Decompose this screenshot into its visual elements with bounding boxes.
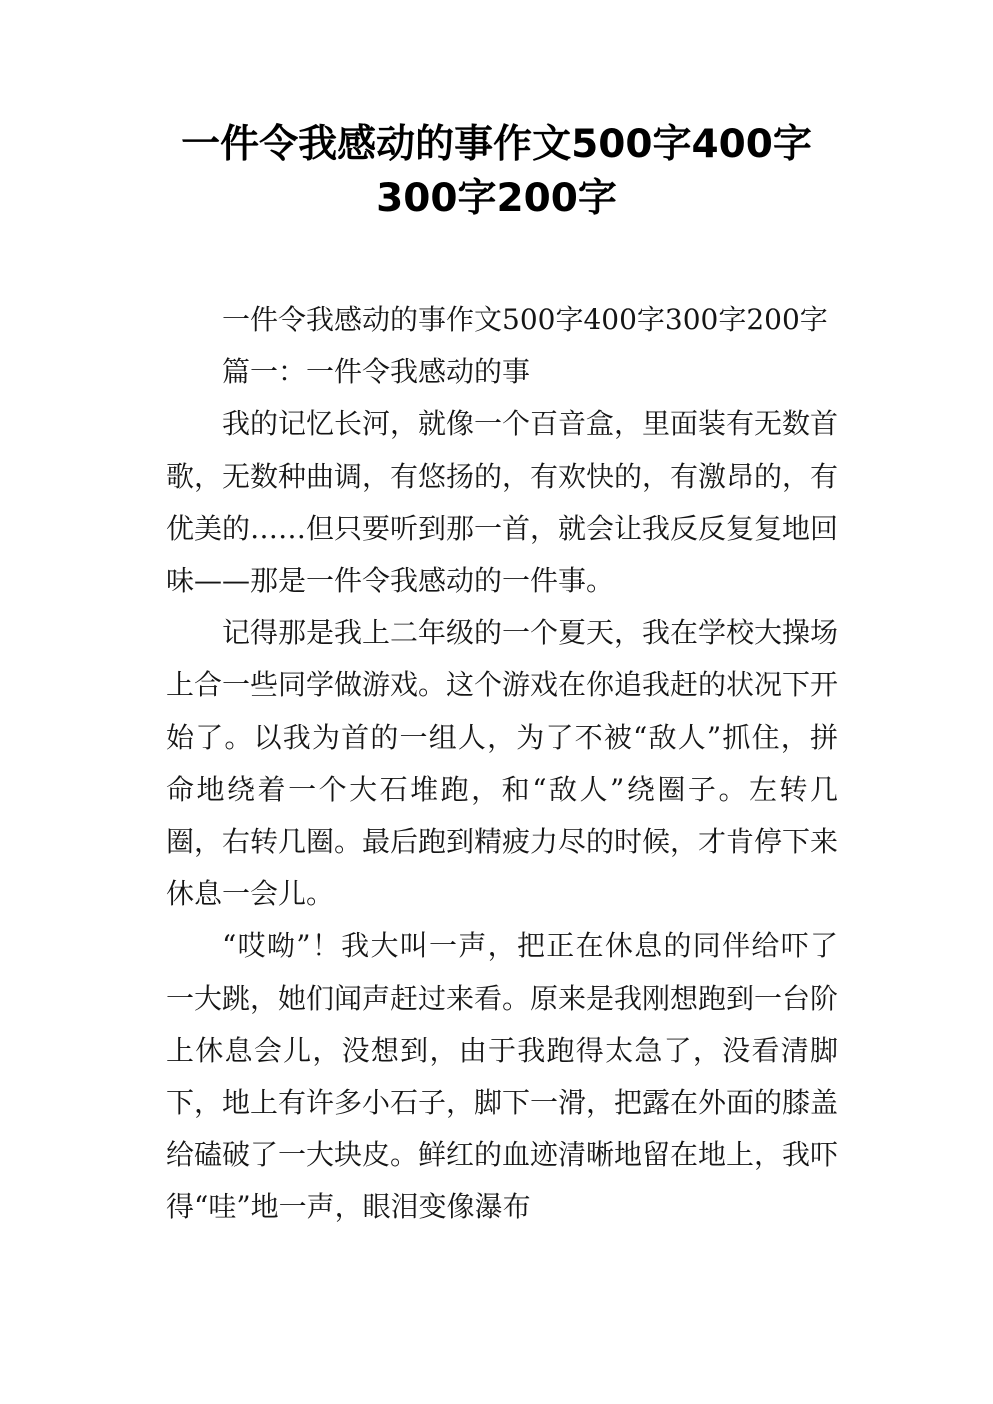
title-line-2: 300字200字 — [376, 176, 617, 221]
title-line-1: 一件令我感动的事作文500字400字 — [181, 122, 812, 167]
document-title — [150, 118, 843, 226]
section-heading: 篇一：一件令我感动的事 — [222, 355, 531, 389]
body-paragraph: “哎呦”！我大叫一声，把正在休息的同伴给吓了一大跳，她们闻声赶过来看。原来是我刚想跑到一台阶上休息会儿，没想到，由于我跑得太急了，没看清脚下，地上有许多小石子，脚下一滑，把露在外面的膝盖给磕破了一大块皮。鲜红的血迹清晰地留在地上，我吓得“哇”地一声，眼泪变像瀑布 — [166, 929, 839, 1224]
document-body — [166, 294, 838, 1234]
body-paragraph: 记得那是我上二年级的一个夏天，我在学校大操场上合一些同学做游戏。这个游戏在你追我赶的状况下开始了。以我为首的一组人，为了不被“敌人”抓住，拼命地绕着一个大石堆跑，和“敌人”绕圈子。左转几圈，右转几圈。最后跑到精疲力尽的时候，才肯停下来休息一会儿。 — [166, 616, 839, 911]
subtitle-paragraph: 一件令我感动的事作文500字400字300字200字 — [222, 303, 828, 336]
body-paragraph: 我的记忆长河，就像一个百音盒，里面装有无数首歌，无数种曲调，有悠扬的，有欢快的，有激昂的，有优美的……但只要听到那一首，就会让我反反复复地回味——那是一件令我感动的一件事。 — [166, 407, 839, 598]
